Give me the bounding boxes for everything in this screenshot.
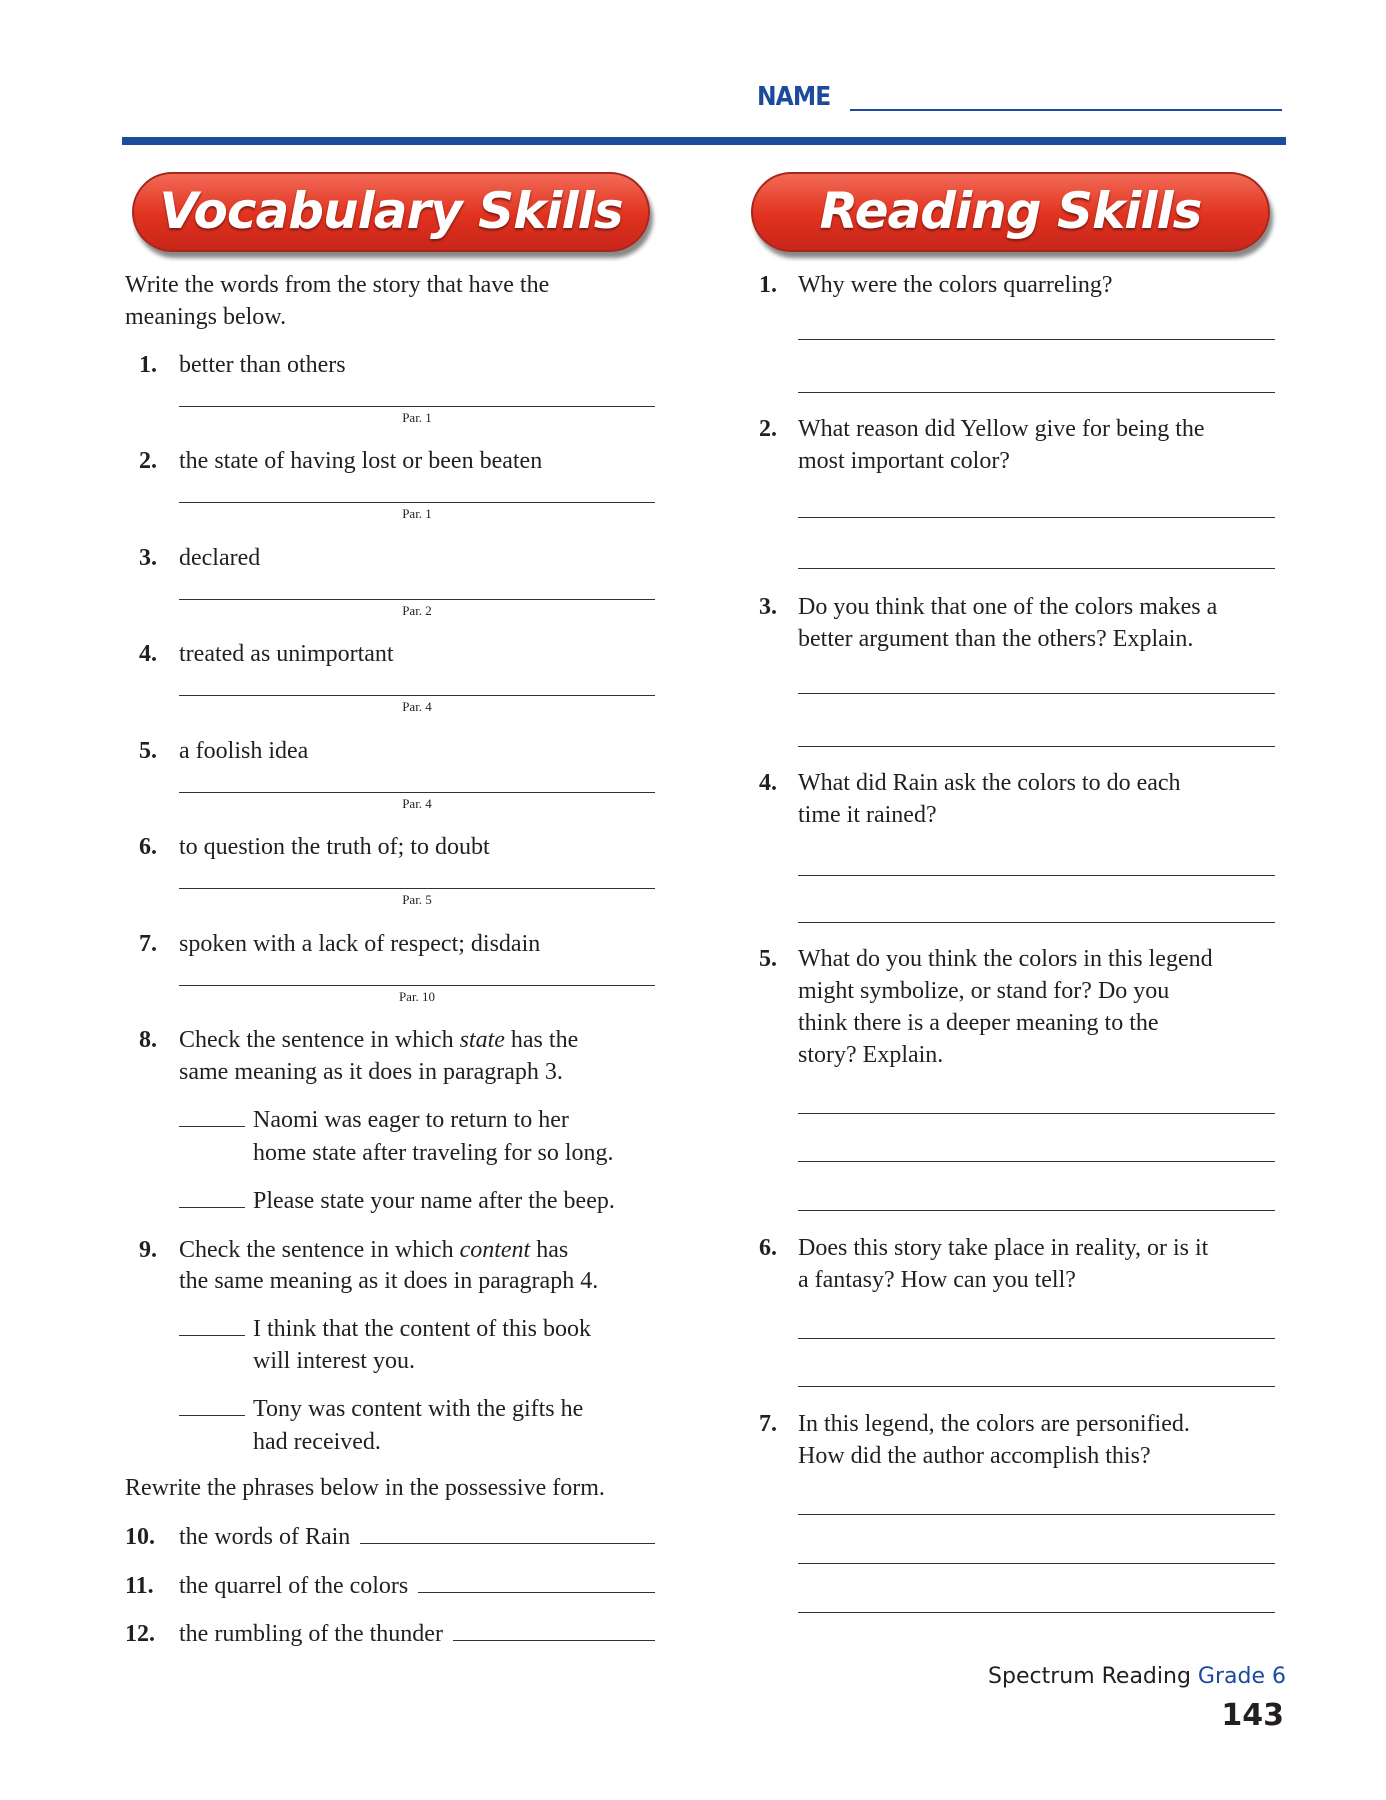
rewrite-instructions: Rewrite the phrases below in the possessive form. (125, 1475, 605, 1501)
answer-line[interactable] (798, 1386, 1275, 1387)
option-text: Naomi was eager to return to her (253, 1107, 569, 1133)
q9-option-1-line2: will interest you. (253, 1348, 415, 1374)
possessive-item (179, 1620, 655, 1648)
answer-line[interactable] (798, 693, 1275, 694)
paragraph-ref: Par. 10 (398, 989, 436, 1004)
question-9-line2: the same meaning as it does in paragraph 4. (179, 1268, 599, 1294)
answer-line[interactable] (179, 406, 655, 407)
question-number: 3. (759, 594, 777, 620)
paragraph-ref: Par. 4 (402, 796, 432, 811)
question-text: What do you think the colors in this legend (798, 946, 1213, 972)
possessive-item (179, 1523, 655, 1551)
phrase: the quarrel of the colors (179, 1573, 409, 1599)
answer-line[interactable] (798, 1514, 1275, 1515)
option-text: Tony was content with the gifts he (253, 1396, 584, 1422)
question-number: 2. (759, 416, 777, 442)
grade-label: Grade 6 (1197, 1664, 1286, 1689)
vocab-intro: meanings below. (125, 304, 287, 330)
question-number: 6. (759, 1235, 777, 1261)
check-blank[interactable] (179, 1207, 245, 1208)
q8-option-1[interactable] (179, 1106, 569, 1134)
reading-skills-title: Reading Skills (819, 182, 1202, 240)
item-number: 6. (139, 834, 157, 860)
page-number: 143 (1221, 1698, 1284, 1733)
q9-option-2-line2: had received. (253, 1429, 381, 1455)
question-text: What reason did Yellow give for being the (798, 416, 1205, 442)
item-number: 2. (139, 448, 157, 474)
question-text: might symbolize, or stand for? Do you (798, 978, 1170, 1004)
question-text: a fantasy? How can you tell? (798, 1267, 1076, 1293)
q8-option-1-line2: home state after traveling for so long. (253, 1140, 614, 1166)
question-9 (179, 1236, 568, 1264)
footer-series (988, 1664, 1286, 1689)
answer-line[interactable] (798, 392, 1275, 393)
q8-text: has the (504, 1027, 579, 1053)
paragraph-ref: Par. 1 (402, 506, 432, 521)
question-text: Why were the colors quarreling? (798, 272, 1113, 298)
answer-line[interactable] (453, 1620, 655, 1641)
paragraph-ref: Par. 4 (402, 699, 432, 714)
paragraph-ref: Par. 2 (402, 603, 432, 618)
answer-line[interactable] (798, 1612, 1275, 1613)
answer-line[interactable] (798, 1161, 1275, 1162)
vocab-intro: Write the words from the story that have the (125, 272, 550, 298)
answer-line[interactable] (798, 1338, 1275, 1339)
answer-line[interactable] (798, 517, 1275, 518)
item-number: 7. (139, 931, 157, 957)
q8-option-2[interactable] (179, 1187, 615, 1215)
item-number: 1. (139, 352, 157, 378)
item-number: 8. (139, 1027, 157, 1053)
q9-option-1[interactable] (179, 1315, 591, 1343)
q9-option-2[interactable] (179, 1395, 583, 1423)
answer-line[interactable] (179, 599, 655, 600)
vocab-item-text: treated as unimportant (179, 641, 394, 667)
paragraph-ref: Par. 1 (402, 410, 432, 425)
answer-line[interactable] (798, 746, 1275, 747)
vocabulary-skills-banner (132, 172, 650, 252)
name-label: NAME (757, 82, 831, 112)
item-number: 9. (139, 1237, 157, 1263)
answer-line[interactable] (179, 792, 655, 793)
vocab-item-text: better than others (179, 352, 346, 378)
answer-line[interactable] (360, 1523, 655, 1544)
reading-skills-banner (751, 172, 1270, 252)
question-text: Does this story take place in reality, or is it (798, 1235, 1209, 1261)
question-text: think there is a deeper meaning to the (798, 1010, 1159, 1036)
question-text: How did the author accomplish this? (798, 1443, 1151, 1469)
item-number: 5. (139, 738, 157, 764)
check-blank[interactable] (179, 1126, 245, 1127)
answer-line[interactable] (179, 695, 655, 696)
q8-word: state (459, 1027, 505, 1053)
header-rule (122, 137, 1286, 145)
answer-line[interactable] (418, 1572, 655, 1593)
answer-line[interactable] (798, 339, 1275, 340)
series-name: Spectrum Reading (988, 1664, 1191, 1689)
question-text: most important color? (798, 448, 1010, 474)
item-number: 12. (125, 1621, 155, 1647)
q8-text: Check the sentence in which (179, 1027, 460, 1053)
vocab-item-text: the state of having lost or been beaten (179, 448, 543, 474)
answer-line[interactable] (179, 888, 655, 889)
question-text: In this legend, the colors are personified. (798, 1411, 1190, 1437)
vocab-item-text: a foolish idea (179, 738, 309, 764)
check-blank[interactable] (179, 1335, 245, 1336)
question-text: better argument than the others? Explain. (798, 626, 1194, 652)
phrase: the words of Rain (179, 1524, 351, 1550)
question-number: 5. (759, 946, 777, 972)
answer-line[interactable] (798, 875, 1275, 876)
vocabulary-skills-title: Vocabulary Skills (159, 182, 623, 240)
vocab-item-text: spoken with a lack of respect; disdain (179, 931, 541, 957)
question-number: 1. (759, 272, 777, 298)
question-8-line2: same meaning as it does in paragraph 3. (179, 1059, 563, 1085)
check-blank[interactable] (179, 1415, 245, 1416)
item-number: 4. (139, 641, 157, 667)
name-field[interactable] (850, 109, 1282, 111)
q9-text: has (530, 1237, 569, 1263)
answer-line[interactable] (179, 502, 655, 503)
possessive-item (179, 1572, 655, 1600)
q9-word: content (459, 1237, 531, 1263)
answer-line[interactable] (179, 985, 655, 986)
item-number: 10. (125, 1524, 155, 1550)
question-8 (179, 1026, 578, 1054)
vocab-item-text: declared (179, 545, 261, 571)
question-text: story? Explain. (798, 1042, 944, 1068)
answer-line[interactable] (798, 922, 1275, 923)
question-text: time it rained? (798, 802, 937, 828)
option-text: I think that the content of this book (253, 1316, 591, 1342)
question-text: What did Rain ask the colors to do each (798, 770, 1181, 796)
paragraph-ref: Par. 5 (402, 892, 432, 907)
answer-line[interactable] (798, 1113, 1275, 1114)
answer-line[interactable] (798, 1563, 1275, 1564)
option-text: Please state your name after the beep. (253, 1188, 615, 1214)
item-number: 11. (125, 1573, 154, 1599)
question-text: Do you think that one of the colors makes a (798, 594, 1218, 620)
question-number: 4. (759, 770, 777, 796)
vocab-item-text: to question the truth of; to doubt (179, 834, 490, 860)
question-number: 7. (759, 1411, 777, 1437)
answer-line[interactable] (798, 1210, 1275, 1211)
item-number: 3. (139, 545, 157, 571)
q9-text: Check the sentence in which (179, 1237, 460, 1263)
phrase: the rumbling of the thunder (179, 1621, 443, 1647)
answer-line[interactable] (798, 568, 1275, 569)
